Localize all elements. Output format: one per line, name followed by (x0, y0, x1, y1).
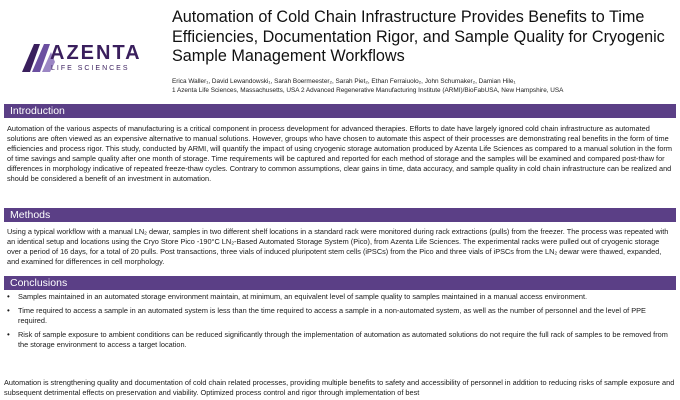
introduction-heading: Introduction (4, 104, 676, 118)
logo-name: AZENTA (50, 42, 142, 64)
conclusions-heading: Conclusions (4, 276, 676, 290)
list-item (4, 292, 676, 302)
list-item (4, 306, 676, 326)
methods-heading: Methods (4, 208, 676, 222)
closing-text: Automation is strengthening quality and documentation of cold chain related processes, providing multiple benefits to safety and accessibility of personnel in addition to reducing risks of sample exposure and subsequent detrimental effects on preservation and viability. Optimized process control and rigor through implementation of best (4, 378, 675, 397)
conclusions-list (4, 292, 676, 354)
bullet-icon: • (7, 292, 10, 301)
affiliations: 1 Azenta Life Sciences, Massachusetts, USA 2 Advanced Regenerative Manufacturing Institute (ARMI)/BioFabUSA, New Hampshire, USA (172, 87, 564, 94)
introduction-text: Automation of the various aspects of manufacturing is a critical component in process development for advanced therapies. Efforts to date have largely ignored cold chain infrastructure as automated solutions are often viewed as an expensive alternative to manual solutions. However, groups who have chosen to automate this aspect of their processes are demonstrating real benefits in the form of time efficiencies and process rigor. This study, conducted by ARMI, will quantify the impact of using cryogenic storage automation produced by Azenta Life Sciences as compared to a manual solution in the form of time savings and sample quality after one month of storage. Time requirements will be captured and reported for each method of storage and the samples will be examined and compared post-thaw for differences in morphology indicative of repeated freeze-thaw cycles. Contrary to common assumptions, clear gains in time, data accuracy, and sample quality in cold chain infrastructure can be realized and should be considered a benefit of an investment in automation. (7, 124, 672, 183)
poster-title: Automation of Cold Chain Infrastructure Provides Benefits to Time Efficiencies, Documentation Rigor, and Sample Quality for Cryogenic Sample Management Workflows (172, 8, 665, 65)
author-list: Erica Waller₁, David Lewandowski₁, Sarah Boermeester₂, Sarah Piet₂, Ethan Ferraiuolo₂, John Schumaker₂, Damian Hile₁ (172, 78, 516, 85)
bullet-text: Risk of sample exposure to ambient conditions can be reduced significantly through the implementation of automation as automated solutions do not require the full rack of samples to be removed from the storage environment to access a target location. (18, 330, 668, 349)
bullet-text: Samples maintained in an automated storage environment maintain, at minimum, an equivalent level of sample quality to samples maintained in a manual access environment. (18, 292, 588, 301)
list-item (4, 330, 676, 350)
bullet-text: Time required to access a sample in an automated system is less than the time required to access a sample in a non-automated system, as well as the number of personnel and the level of PPE required. (18, 306, 646, 325)
logo-subtitle: LIFE SCIENCES (51, 65, 130, 72)
bullet-icon: • (7, 330, 10, 339)
bullet-icon: • (7, 306, 10, 315)
methods-text: Using a typical workflow with a manual LN₂ dewar, samples in two different shelf locations in a standard rack were monitored during rack extractions (pulls) from the freezer. The process was repeated with an identical setup and locations using the Cryo Store Pico -190°C LN₂-Based Automated Storage System (Pico), from Azenta Life Sciences. The experimental racks were pulled out of cryogenic storage over a period of 16 days, for a total of 20 pulls. Post transactions, three vials of induced pluripotent stem cells (iPSCs) from the Pico and three vials of iPSCs from the LN₂ dewar were thawed, expanded, and examined for differences in cell morphology. (7, 227, 669, 266)
